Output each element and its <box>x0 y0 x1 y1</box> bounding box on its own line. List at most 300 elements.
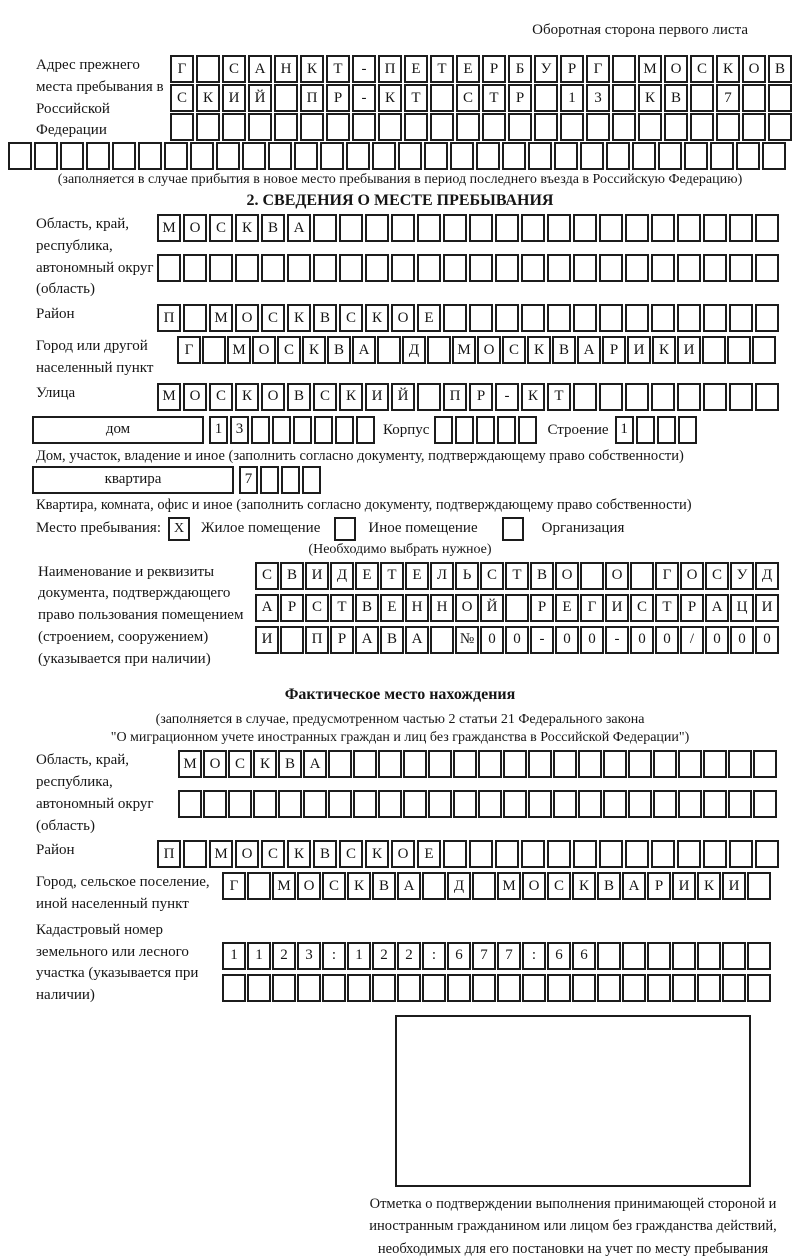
char-cell[interactable]: П <box>157 840 181 868</box>
char-cell[interactable]: 1 <box>222 942 246 970</box>
char-cell[interactable] <box>253 790 277 818</box>
char-cell[interactable] <box>434 416 453 444</box>
char-cell[interactable]: К <box>235 214 259 242</box>
char-cell[interactable]: О <box>183 214 207 242</box>
char-cell[interactable]: К <box>716 55 740 83</box>
char-cell[interactable] <box>417 254 441 282</box>
char-cell[interactable]: Р <box>469 383 493 411</box>
char-cell[interactable] <box>196 55 220 83</box>
char-cell[interactable] <box>528 790 552 818</box>
char-cell[interactable]: О <box>664 55 688 83</box>
char-cell[interactable]: В <box>313 840 337 868</box>
char-cell[interactable] <box>86 142 110 170</box>
char-cell[interactable]: 6 <box>572 942 596 970</box>
char-cell[interactable] <box>597 942 621 970</box>
char-cell[interactable]: 7 <box>239 466 258 494</box>
char-cell[interactable] <box>430 84 454 112</box>
char-cell[interactable] <box>625 254 649 282</box>
char-cell[interactable] <box>702 336 726 364</box>
char-cell[interactable]: Е <box>405 562 429 590</box>
char-cell[interactable]: А <box>577 336 601 364</box>
char-cell[interactable] <box>183 304 207 332</box>
char-cell[interactable] <box>672 974 696 1002</box>
char-cell[interactable]: : <box>522 942 546 970</box>
char-cell[interactable] <box>228 790 252 818</box>
char-cell[interactable] <box>528 142 552 170</box>
char-cell[interactable]: Г <box>177 336 201 364</box>
char-cell[interactable]: М <box>157 214 181 242</box>
char-cell[interactable] <box>251 416 270 444</box>
char-cell[interactable]: Ь <box>455 562 479 590</box>
char-cell[interactable]: 0 <box>580 626 604 654</box>
char-cell[interactable] <box>690 84 714 112</box>
char-cell[interactable] <box>495 840 519 868</box>
char-cell[interactable]: Р <box>326 84 350 112</box>
char-cell[interactable] <box>203 790 227 818</box>
char-cell[interactable] <box>456 113 480 141</box>
char-cell[interactable] <box>391 254 415 282</box>
char-cell[interactable]: Т <box>404 84 428 112</box>
char-cell[interactable]: М <box>272 872 296 900</box>
char-cell[interactable]: М <box>178 750 202 778</box>
char-cell[interactable] <box>560 113 584 141</box>
char-cell[interactable]: Г <box>580 594 604 622</box>
char-cell[interactable] <box>339 254 363 282</box>
char-cell[interactable]: К <box>638 84 662 112</box>
char-cell[interactable] <box>625 383 649 411</box>
char-cell[interactable] <box>503 750 527 778</box>
char-cell[interactable] <box>703 214 727 242</box>
char-cell[interactable]: С <box>339 840 363 868</box>
char-cell[interactable]: 3 <box>586 84 610 112</box>
char-cell[interactable]: С <box>339 304 363 332</box>
char-cell[interactable]: К <box>253 750 277 778</box>
char-cell[interactable] <box>247 974 271 1002</box>
char-cell[interactable] <box>300 113 324 141</box>
char-cell[interactable] <box>599 254 623 282</box>
char-cell[interactable] <box>320 142 344 170</box>
char-cell[interactable] <box>716 113 740 141</box>
char-cell[interactable] <box>178 790 202 818</box>
char-cell[interactable] <box>728 790 752 818</box>
char-cell[interactable] <box>222 113 246 141</box>
char-cell[interactable]: М <box>227 336 251 364</box>
char-cell[interactable] <box>580 562 604 590</box>
char-cell[interactable]: В <box>372 872 396 900</box>
char-cell[interactable]: Н <box>274 55 298 83</box>
char-cell[interactable] <box>398 142 422 170</box>
char-cell[interactable] <box>628 790 652 818</box>
char-cell[interactable]: В <box>355 594 379 622</box>
char-cell[interactable]: В <box>664 84 688 112</box>
char-cell[interactable]: К <box>521 383 545 411</box>
char-cell[interactable]: Г <box>586 55 610 83</box>
char-cell[interactable] <box>314 416 333 444</box>
char-cell[interactable] <box>472 974 496 1002</box>
char-cell[interactable] <box>417 214 441 242</box>
char-cell[interactable] <box>326 113 350 141</box>
char-cell[interactable]: П <box>443 383 467 411</box>
char-cell[interactable] <box>372 974 396 1002</box>
char-cell[interactable] <box>597 974 621 1002</box>
char-cell[interactable] <box>755 254 779 282</box>
char-cell[interactable] <box>755 304 779 332</box>
char-cell[interactable] <box>422 872 446 900</box>
char-cell[interactable]: У <box>534 55 558 83</box>
char-cell[interactable] <box>672 942 696 970</box>
char-cell[interactable] <box>183 254 207 282</box>
char-cell[interactable] <box>443 214 467 242</box>
char-cell[interactable] <box>297 974 321 1002</box>
char-cell[interactable] <box>397 974 421 1002</box>
char-cell[interactable]: П <box>378 55 402 83</box>
char-cell[interactable] <box>647 974 671 1002</box>
char-cell[interactable]: П <box>157 304 181 332</box>
char-cell[interactable]: М <box>157 383 181 411</box>
char-cell[interactable]: : <box>322 942 346 970</box>
char-cell[interactable]: У <box>730 562 754 590</box>
char-cell[interactable] <box>476 416 495 444</box>
char-cell[interactable]: А <box>705 594 729 622</box>
char-cell[interactable] <box>272 974 296 1002</box>
char-cell[interactable]: Р <box>280 594 304 622</box>
char-cell[interactable]: С <box>547 872 571 900</box>
char-cell[interactable] <box>603 790 627 818</box>
char-cell[interactable]: С <box>690 55 714 83</box>
char-cell[interactable]: 0 <box>655 626 679 654</box>
char-cell[interactable]: Д <box>755 562 779 590</box>
char-cell[interactable] <box>450 142 474 170</box>
char-cell[interactable]: П <box>300 84 324 112</box>
char-cell[interactable]: Н <box>405 594 429 622</box>
char-cell[interactable] <box>534 84 558 112</box>
char-cell[interactable] <box>653 750 677 778</box>
char-cell[interactable]: 7 <box>472 942 496 970</box>
char-cell[interactable]: М <box>209 840 233 868</box>
char-cell[interactable] <box>424 142 448 170</box>
char-cell[interactable] <box>603 750 627 778</box>
char-cell[interactable] <box>573 214 597 242</box>
char-cell[interactable] <box>612 84 636 112</box>
char-cell[interactable] <box>762 142 786 170</box>
char-cell[interactable]: 0 <box>705 626 729 654</box>
char-cell[interactable]: О <box>455 594 479 622</box>
char-cell[interactable] <box>482 113 506 141</box>
char-cell[interactable]: 6 <box>447 942 471 970</box>
char-cell[interactable]: В <box>530 562 554 590</box>
char-cell[interactable] <box>365 254 389 282</box>
char-cell[interactable]: М <box>638 55 662 83</box>
char-cell[interactable] <box>274 113 298 141</box>
char-cell[interactable]: С <box>502 336 526 364</box>
char-cell[interactable] <box>313 254 337 282</box>
char-cell[interactable]: Е <box>404 55 428 83</box>
char-cell[interactable]: Т <box>505 562 529 590</box>
char-cell[interactable] <box>497 416 516 444</box>
char-cell[interactable] <box>677 304 701 332</box>
char-cell[interactable] <box>443 840 467 868</box>
checkbox-residential[interactable]: X <box>168 517 190 541</box>
char-cell[interactable] <box>678 790 702 818</box>
char-cell[interactable] <box>8 142 32 170</box>
char-cell[interactable] <box>453 750 477 778</box>
char-cell[interactable] <box>443 304 467 332</box>
char-cell[interactable]: П <box>305 626 329 654</box>
char-cell[interactable]: К <box>300 55 324 83</box>
char-cell[interactable] <box>755 383 779 411</box>
char-cell[interactable] <box>630 562 654 590</box>
char-cell[interactable] <box>447 974 471 1002</box>
char-cell[interactable] <box>547 214 571 242</box>
char-cell[interactable]: 0 <box>730 626 754 654</box>
char-cell[interactable]: С <box>456 84 480 112</box>
char-cell[interactable]: Е <box>555 594 579 622</box>
char-cell[interactable]: А <box>622 872 646 900</box>
char-cell[interactable] <box>196 113 220 141</box>
char-cell[interactable] <box>653 790 677 818</box>
char-cell[interactable] <box>742 84 766 112</box>
char-cell[interactable]: Т <box>655 594 679 622</box>
char-cell[interactable] <box>573 304 597 332</box>
char-cell[interactable]: К <box>302 336 326 364</box>
char-cell[interactable] <box>651 254 675 282</box>
char-cell[interactable]: К <box>339 383 363 411</box>
char-cell[interactable]: 1 <box>247 942 271 970</box>
char-cell[interactable]: О <box>235 304 259 332</box>
char-cell[interactable] <box>534 113 558 141</box>
char-cell[interactable]: 2 <box>272 942 296 970</box>
char-cell[interactable] <box>632 142 656 170</box>
char-cell[interactable]: О <box>297 872 321 900</box>
char-cell[interactable]: Й <box>391 383 415 411</box>
char-cell[interactable]: № <box>455 626 479 654</box>
char-cell[interactable]: В <box>313 304 337 332</box>
char-cell[interactable]: 2 <box>397 942 421 970</box>
char-cell[interactable] <box>651 840 675 868</box>
char-cell[interactable] <box>417 383 441 411</box>
char-cell[interactable]: С <box>209 214 233 242</box>
char-cell[interactable]: К <box>287 304 311 332</box>
char-cell[interactable] <box>528 750 552 778</box>
char-cell[interactable] <box>430 626 454 654</box>
char-cell[interactable]: В <box>597 872 621 900</box>
char-cell[interactable] <box>164 142 188 170</box>
char-cell[interactable] <box>747 942 771 970</box>
char-cell[interactable]: С <box>261 840 285 868</box>
char-cell[interactable] <box>729 840 753 868</box>
char-cell[interactable] <box>469 214 493 242</box>
char-cell[interactable] <box>216 142 240 170</box>
char-cell[interactable]: - <box>605 626 629 654</box>
char-cell[interactable] <box>599 383 623 411</box>
char-cell[interactable] <box>183 840 207 868</box>
char-cell[interactable] <box>547 304 571 332</box>
char-cell[interactable] <box>346 142 370 170</box>
char-cell[interactable] <box>664 113 688 141</box>
char-cell[interactable]: Р <box>508 84 532 112</box>
char-cell[interactable]: А <box>397 872 421 900</box>
char-cell[interactable] <box>328 750 352 778</box>
char-cell[interactable] <box>606 142 630 170</box>
char-cell[interactable] <box>443 254 467 282</box>
char-cell[interactable] <box>202 336 226 364</box>
char-cell[interactable]: С <box>705 562 729 590</box>
char-cell[interactable] <box>729 304 753 332</box>
char-cell[interactable] <box>60 142 84 170</box>
char-cell[interactable] <box>302 466 321 494</box>
char-cell[interactable]: А <box>352 336 376 364</box>
char-cell[interactable]: М <box>452 336 476 364</box>
char-cell[interactable] <box>503 790 527 818</box>
char-cell[interactable]: О <box>261 383 285 411</box>
char-cell[interactable] <box>578 750 602 778</box>
char-cell[interactable]: О <box>235 840 259 868</box>
char-cell[interactable]: Р <box>602 336 626 364</box>
char-cell[interactable] <box>427 336 451 364</box>
char-cell[interactable]: А <box>303 750 327 778</box>
char-cell[interactable] <box>378 113 402 141</box>
char-cell[interactable] <box>658 142 682 170</box>
char-cell[interactable] <box>430 113 454 141</box>
char-cell[interactable]: М <box>209 304 233 332</box>
char-cell[interactable] <box>747 872 771 900</box>
char-cell[interactable] <box>377 336 401 364</box>
char-cell[interactable] <box>391 214 415 242</box>
char-cell[interactable]: - <box>530 626 554 654</box>
char-cell[interactable] <box>378 790 402 818</box>
char-cell[interactable]: В <box>768 55 792 83</box>
char-cell[interactable] <box>274 84 298 112</box>
char-cell[interactable]: И <box>755 594 779 622</box>
char-cell[interactable]: В <box>552 336 576 364</box>
char-cell[interactable]: 0 <box>480 626 504 654</box>
char-cell[interactable]: К <box>365 304 389 332</box>
char-cell[interactable] <box>34 142 58 170</box>
char-cell[interactable] <box>190 142 214 170</box>
char-cell[interactable] <box>697 974 721 1002</box>
char-cell[interactable]: Г <box>655 562 679 590</box>
char-cell[interactable] <box>722 942 746 970</box>
char-cell[interactable] <box>729 254 753 282</box>
char-cell[interactable] <box>599 304 623 332</box>
char-cell[interactable]: О <box>742 55 766 83</box>
char-cell[interactable] <box>729 214 753 242</box>
char-cell[interactable] <box>478 790 502 818</box>
char-cell[interactable]: С <box>261 304 285 332</box>
char-cell[interactable]: К <box>527 336 551 364</box>
char-cell[interactable]: С <box>305 594 329 622</box>
char-cell[interactable]: И <box>672 872 696 900</box>
char-cell[interactable]: 0 <box>505 626 529 654</box>
char-cell[interactable]: И <box>627 336 651 364</box>
checkbox-other-premises[interactable] <box>334 517 356 541</box>
char-cell[interactable] <box>287 254 311 282</box>
char-cell[interactable]: Р <box>560 55 584 83</box>
char-cell[interactable]: К <box>378 84 402 112</box>
char-cell[interactable] <box>612 113 636 141</box>
char-cell[interactable]: Р <box>330 626 354 654</box>
char-cell[interactable]: О <box>680 562 704 590</box>
char-cell[interactable]: 3 <box>297 942 321 970</box>
char-cell[interactable] <box>753 750 777 778</box>
char-cell[interactable]: Л <box>430 562 454 590</box>
char-cell[interactable] <box>703 304 727 332</box>
char-cell[interactable]: Д <box>330 562 354 590</box>
char-cell[interactable] <box>547 840 571 868</box>
char-cell[interactable] <box>684 142 708 170</box>
char-cell[interactable] <box>356 416 375 444</box>
char-cell[interactable] <box>328 790 352 818</box>
char-cell[interactable]: К <box>652 336 676 364</box>
char-cell[interactable] <box>651 214 675 242</box>
char-cell[interactable] <box>522 974 546 1002</box>
char-cell[interactable] <box>353 790 377 818</box>
char-cell[interactable] <box>573 840 597 868</box>
char-cell[interactable] <box>518 416 537 444</box>
char-cell[interactable] <box>422 974 446 1002</box>
char-cell[interactable] <box>753 790 777 818</box>
char-cell[interactable]: 1 <box>560 84 584 112</box>
char-cell[interactable] <box>281 466 300 494</box>
char-cell[interactable]: О <box>477 336 501 364</box>
char-cell[interactable] <box>703 840 727 868</box>
char-cell[interactable]: К <box>196 84 220 112</box>
char-cell[interactable] <box>768 84 792 112</box>
char-cell[interactable]: О <box>252 336 276 364</box>
char-cell[interactable] <box>242 142 266 170</box>
char-cell[interactable]: И <box>305 562 329 590</box>
char-cell[interactable] <box>599 214 623 242</box>
char-cell[interactable] <box>703 750 727 778</box>
char-cell[interactable] <box>647 942 671 970</box>
char-cell[interactable] <box>313 214 337 242</box>
char-cell[interactable] <box>752 336 776 364</box>
char-cell[interactable]: Е <box>417 840 441 868</box>
char-cell[interactable] <box>521 254 545 282</box>
char-cell[interactable] <box>378 750 402 778</box>
char-cell[interactable] <box>677 214 701 242</box>
char-cell[interactable] <box>678 416 697 444</box>
char-cell[interactable] <box>553 790 577 818</box>
char-cell[interactable]: 0 <box>630 626 654 654</box>
char-cell[interactable] <box>521 214 545 242</box>
char-cell[interactable]: И <box>365 383 389 411</box>
char-cell[interactable] <box>365 214 389 242</box>
char-cell[interactable] <box>272 416 291 444</box>
char-cell[interactable]: - <box>495 383 519 411</box>
char-cell[interactable] <box>505 594 529 622</box>
char-cell[interactable]: : <box>422 942 446 970</box>
char-cell[interactable]: 1 <box>615 416 634 444</box>
char-cell[interactable] <box>403 750 427 778</box>
char-cell[interactable] <box>455 416 474 444</box>
char-cell[interactable] <box>235 254 259 282</box>
char-cell[interactable] <box>580 142 604 170</box>
char-cell[interactable]: К <box>572 872 596 900</box>
char-cell[interactable] <box>293 416 312 444</box>
char-cell[interactable]: С <box>322 872 346 900</box>
char-cell[interactable]: О <box>183 383 207 411</box>
char-cell[interactable] <box>495 214 519 242</box>
char-cell[interactable]: И <box>222 84 246 112</box>
char-cell[interactable] <box>495 254 519 282</box>
char-cell[interactable]: В <box>261 214 285 242</box>
char-cell[interactable]: 1 <box>209 416 228 444</box>
char-cell[interactable] <box>294 142 318 170</box>
char-cell[interactable] <box>747 974 771 1002</box>
char-cell[interactable] <box>428 750 452 778</box>
char-cell[interactable] <box>268 142 292 170</box>
